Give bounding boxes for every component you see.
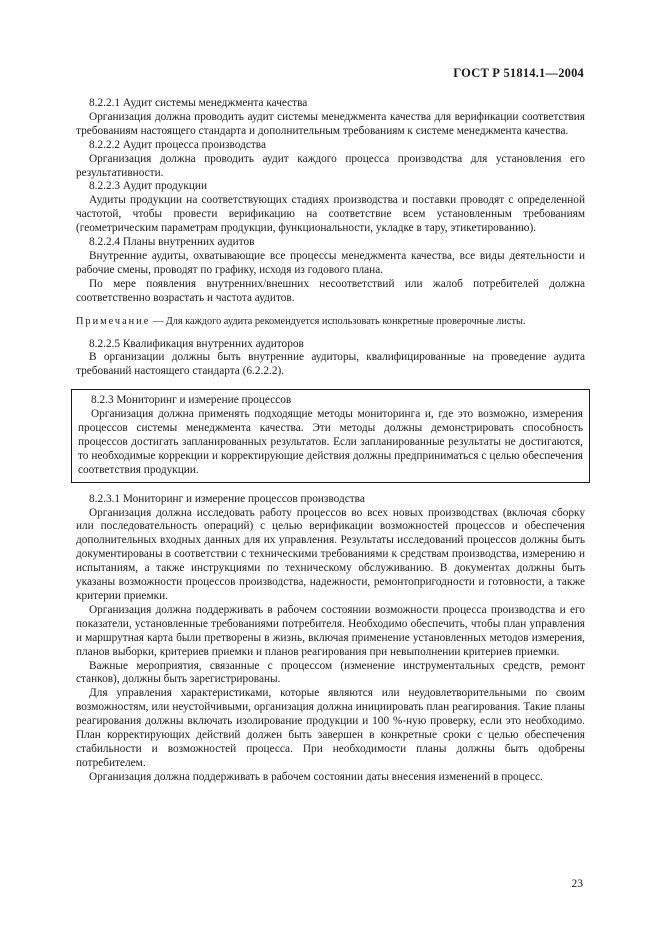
section-8-2-2-5-heading: 8.2.2.5 Квалификация внутренних аудиторов xyxy=(89,337,304,350)
section-8-2-3-1-heading: 8.2.3.1 Мониторинг и измерение процессов производства xyxy=(89,492,365,505)
section-8-2-2-2-heading: 8.2.2.2 Аудит процесса производства xyxy=(89,138,266,151)
section-8-2-2-3-heading: 8.2.2.3 Аудит продукции xyxy=(89,180,208,193)
section-8-2-2-1-text: Организация должна проводить аудит системы менеджмента качества для верификации соответствия требованиям настоящего стандарта и дополнительным требованиям к системе менеджмента качества. xyxy=(76,110,585,137)
document-header: ГОСТ Р 51814.1—2004 xyxy=(453,66,584,80)
note-text: — Для каждого аудита рекомендуется использовать конкретные проверочные листы. xyxy=(150,315,526,327)
section-8-2-3-heading: 8.2.3 Мониторинг и измерение процессов xyxy=(91,394,292,407)
section-8-2-2-1-heading: 8.2.2.1 Аудит системы менеджмента качества xyxy=(89,97,308,109)
page-content xyxy=(76,97,585,785)
section-8-2-3-1-paragraph-5: Организация должна поддерживать в рабочем состоянии даты внесения изменений в процесс. xyxy=(89,770,543,783)
section-8-2-3-1-paragraph-3: Важные мероприятия, связанные с процессом (изменение инструментальных средств, ремонт станков), должны быть зарегистрированы. xyxy=(76,659,585,686)
section-8-2-2-4-text-1: Внутренние аудиты, охватывающие все процессы менеджмента качества, все виды деятельности и рабочие смены, проводят по графику, исходя из годового плана. xyxy=(76,249,585,276)
section-8-2-2-3-text: Аудиты продукции на соответствующих стадиях производства и поставки проводят с определенной частотой, чтобы провести верификацию на соответствие всем установленным требованиям (геометрическим параметрам продукции, функциональности, укладке в тару, этикетированию). xyxy=(76,194,585,235)
section-8-2-2-2-text: Организация должна проводить аудит каждого процесса производства для установления его результативности. xyxy=(76,152,585,179)
section-8-2-2-4-heading: 8.2.2.4 Планы внутренних аудитов xyxy=(89,236,255,249)
section-8-2-3-1-paragraph-4: Для управления характеристиками, которые являются или неудовлетворительными по своим возможностям, или неустойчивыми, организация должна инициировать план реагирования. Такие планы реагирования должны включать изолирование продукции и 100 %-ную проверку, если это необходимо. План корректирующих действий должен быть завершен в конкретные сроки с целью обеспечения стабильности и возможностей процесса. При необходимости планы должны быть одобрены потребителем. xyxy=(76,687,585,769)
section-8-2-2-5-text: В организации должны быть внутренние аудиторы, квалифицированные на проведение аудита требований настоящего стандарта (6.2.2.2). xyxy=(76,351,585,378)
section-8-2-3-1-paragraph-2: Организация должна поддерживать в рабочем состоянии возможности процесса производства и его показатели, установленные требованиями потребителя. Необходимо обеспечить, чтобы план управления и маршрутная карта были претворены в жизнь, включая применение установленных методов измерения, планов выборки, критериев приемки и планов реагирования при невыполнении критериев приемки. xyxy=(76,603,585,658)
page-number: 23 xyxy=(571,878,583,890)
boxed-section-8-2-3 xyxy=(71,389,590,482)
section-8-2-3-text: Организация должна применять подходящие методы мониторинга и, где это возможно, измерения процессов системы менеджмента качества. Эти методы должны демонстрировать способность процессов достигать запланированных результатов. Если запланированные результаты не достигаются, то необходимые коррекции и корректирующие действия должны предприниматься с целью обеспечения соответствия продукции. xyxy=(78,408,583,476)
section-8-2-2-4-text-2: По мере появления внутренних/внешних несоответствий или жалоб потребителей должна соответственно возрастать и частота аудитов. xyxy=(76,277,585,304)
note-label: Примечание xyxy=(76,315,151,327)
section-8-2-3-1-paragraph-1: Организация должна исследовать работу процессов во всех новых производствах (включая сборку или последовательность операций) с целью верификации возможностей процессов и обеспечения дополнительных входных данных для их управления. Результаты исследований процессов должны быть документированы в соответствии с техническими требованиями к средствам производства, измерению и испытаниям, а также инструкциями по техническому обслуживанию. В документах должны быть указаны возможности процессов производства, надежности, ремонтопригодности и готовности, а также критерии приемки. xyxy=(76,506,585,602)
note xyxy=(76,315,585,329)
